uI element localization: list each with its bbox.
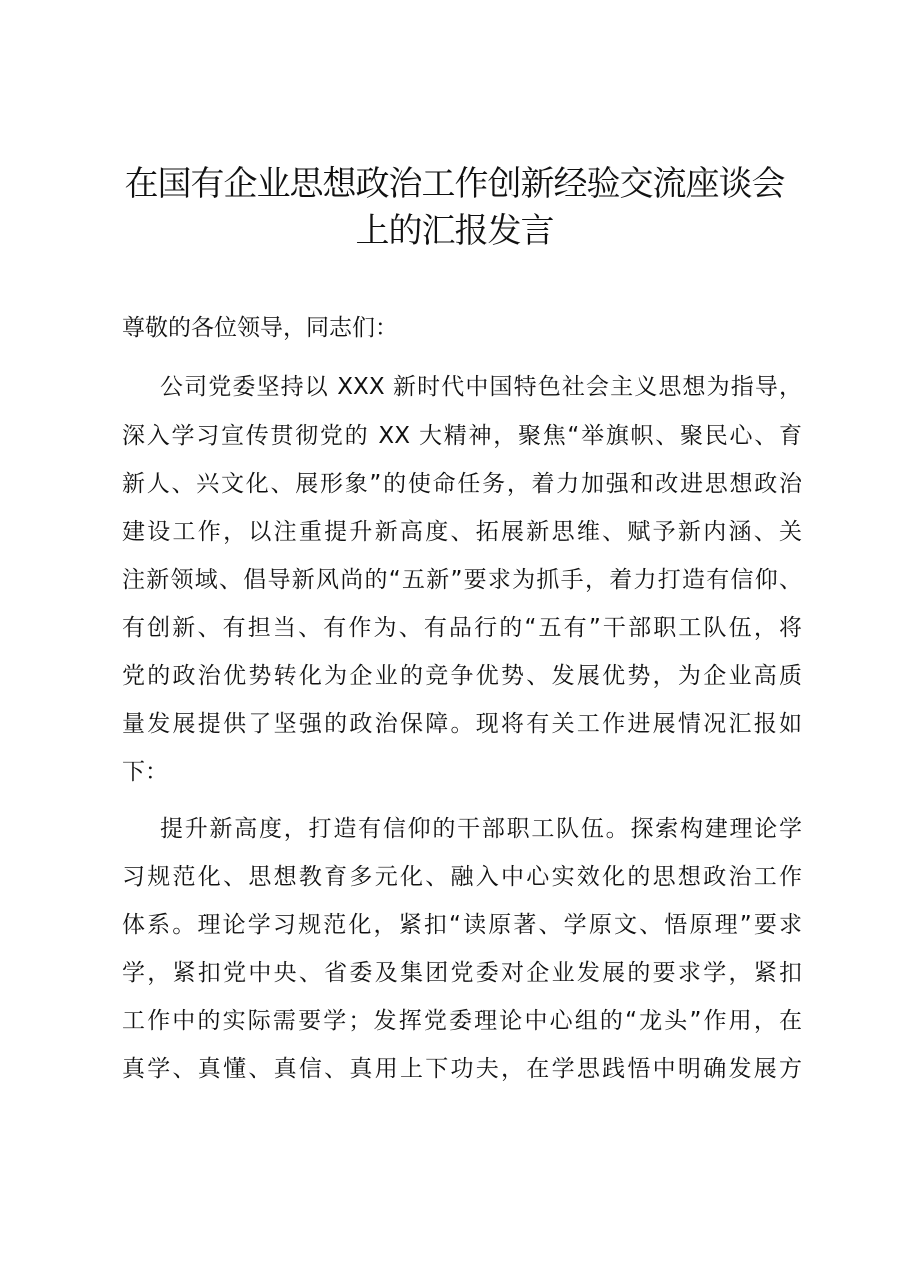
paragraph-1-line: 建设工作，以注重提升新高度、拓展新思维、赋予新内涵、关 xyxy=(122,519,802,545)
paragraph-1-line: 注新领域、倡导新风尚的“五新”要求为抓手，着力打造有信仰、 xyxy=(122,567,802,593)
paragraph-2-line: 工作中的实际需要学；发挥党委理论中心组的“龙头”作用，在 xyxy=(122,1008,802,1034)
document-title-line-2: 上的汇报发言 xyxy=(355,211,554,251)
paragraph-1-line: 有创新、有担当、有作为、有品行的“五有”干部职工队伍，将 xyxy=(122,615,802,641)
paragraph-1-line: 新人、兴文化、展形象”的使命任务，着力加强和改进思想政治 xyxy=(122,471,802,497)
salutation: 尊敬的各位领导，同志们： xyxy=(122,315,398,341)
paragraph-1-line: 公司党委坚持以 XXX 新时代中国特色社会主义思想为指导， xyxy=(160,374,802,400)
paragraph-1-line: 量发展提供了坚强的政治保障。现将有关工作进展情况汇报如 xyxy=(122,711,802,737)
paragraph-1-line: 党的政治优势转化为企业的竞争优势、发展优势，为企业高质 xyxy=(122,663,802,689)
paragraph-1-line: 下： xyxy=(122,759,168,785)
paragraph-2-line: 提升新高度，打造有信仰的干部职工队伍。探索构建理论学 xyxy=(160,816,802,842)
document-title-line-1: 在国有企业思想政治工作创新经验交流座谈会 xyxy=(124,164,785,204)
paragraph-1-line: 深入学习宣传贯彻党的 XX 大精神，聚焦“举旗帜、聚民心、育 xyxy=(122,423,802,449)
paragraph-2-line: 体系。理论学习规范化，紧扣“读原著、学原文、悟原理”要求 xyxy=(122,912,802,938)
paragraph-2-line: 习规范化、思想教育多元化、融入中心实效化的思想政治工作 xyxy=(122,864,802,890)
paragraph-2-line: 学，紧扣党中央、省委及集团党委对企业发展的要求学，紧扣 xyxy=(122,960,802,986)
paragraph-2-line: 真学、真懂、真信、真用上下功夫，在学思践悟中明确发展方 xyxy=(122,1056,802,1082)
